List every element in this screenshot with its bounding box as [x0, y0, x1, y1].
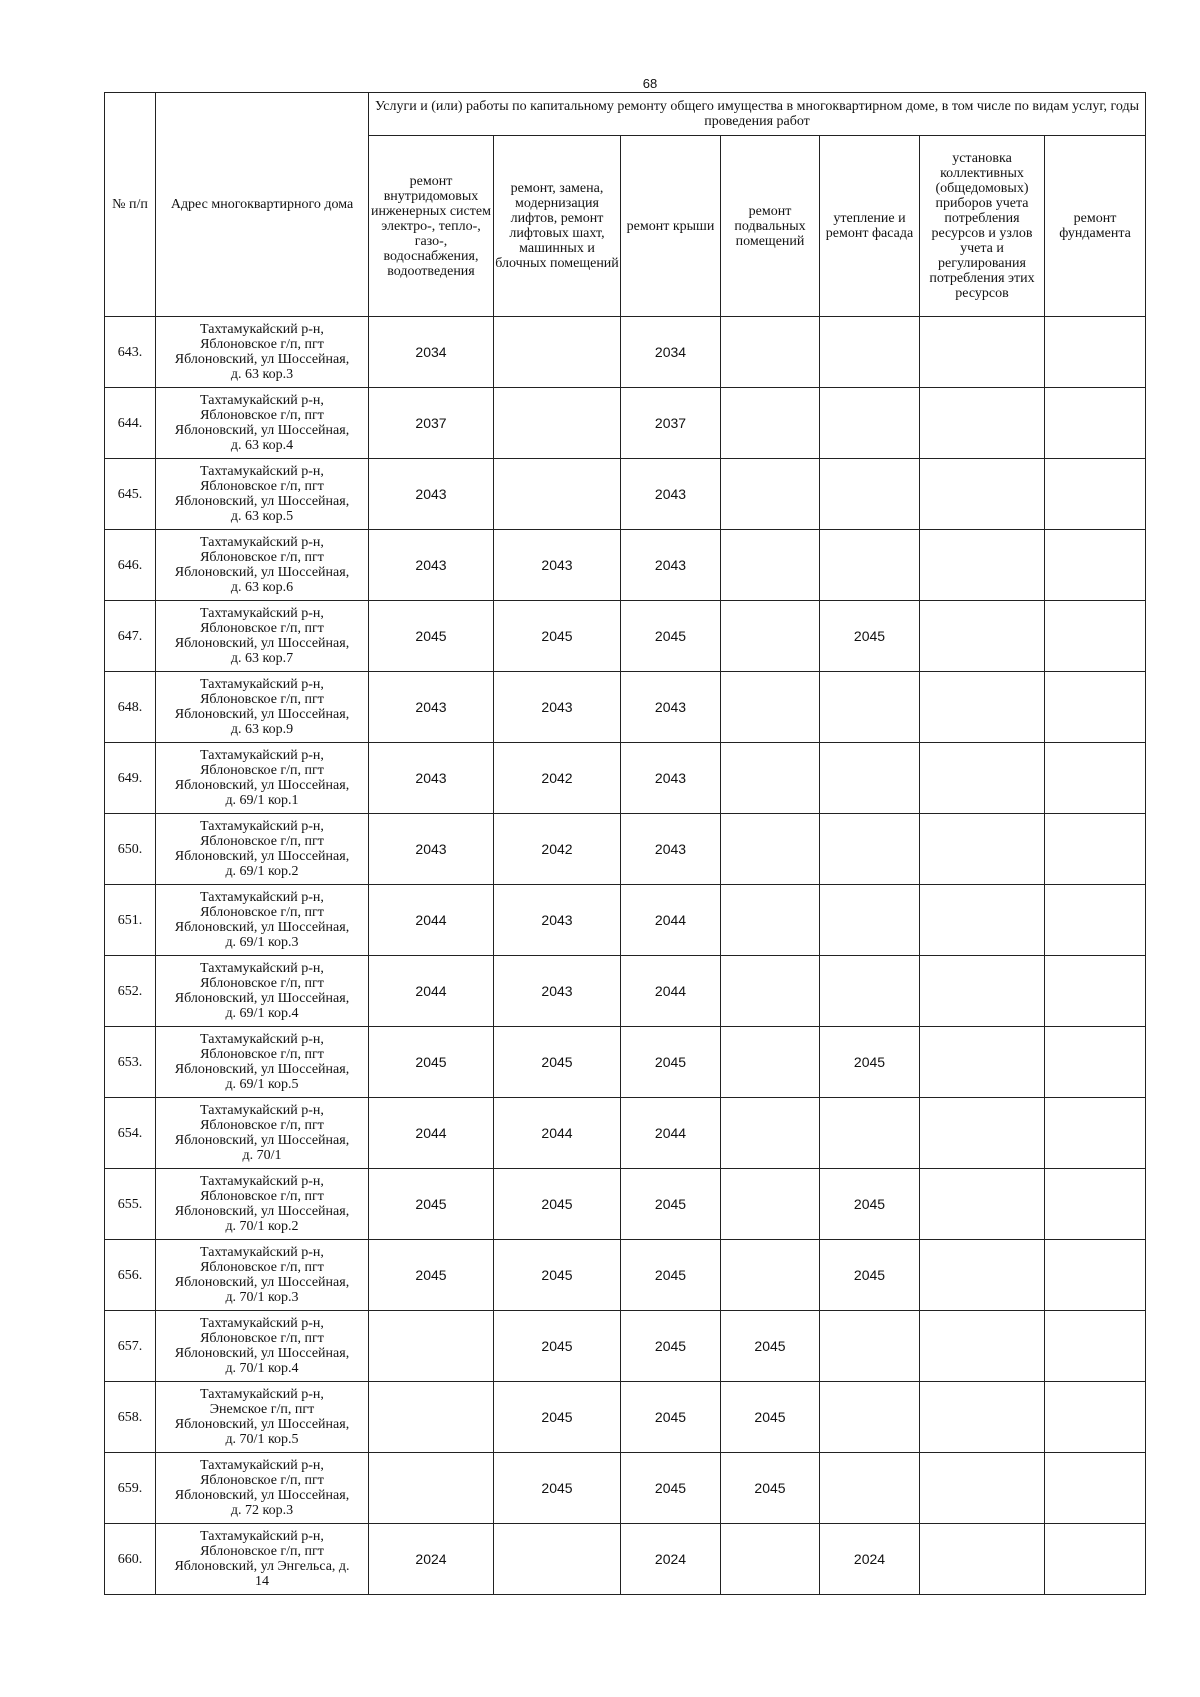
- header-roof: ремонт крыши: [621, 136, 721, 317]
- cell-elevators: 2043: [494, 885, 621, 956]
- address-line: Яблоновский, ул Шоссейная,: [174, 1417, 350, 1432]
- cell-basement: [721, 1524, 820, 1595]
- address-line: Тахтамукайский р-н,: [200, 819, 324, 834]
- address-line: Тахтамукайский р-н,: [200, 464, 324, 479]
- cell-foundation: [1045, 388, 1146, 459]
- address-line: Тахтамукайский р-н,: [200, 322, 324, 337]
- address-line: Яблоновский, ул Шоссейная,: [174, 1133, 350, 1148]
- cell-roof: 2037: [621, 388, 721, 459]
- cell-foundation: [1045, 1240, 1146, 1311]
- cell-elevators: [494, 1524, 621, 1595]
- address-line: Тахтамукайский р-н,: [200, 1032, 324, 1047]
- row-address: [156, 1453, 369, 1524]
- cell-foundation: [1045, 1382, 1146, 1453]
- address-line: Яблоновское г/п, пгт: [200, 1047, 324, 1062]
- cell-basement: [721, 885, 820, 956]
- cell-elevators: 2045: [494, 1453, 621, 1524]
- cell-roof: 2043: [621, 459, 721, 530]
- cell-roof: 2045: [621, 1382, 721, 1453]
- table-row: [105, 672, 1146, 743]
- cell-basement: [721, 956, 820, 1027]
- cell-facade: 2045: [820, 1027, 920, 1098]
- cell-facade: [820, 1382, 920, 1453]
- cell-engineering: [369, 1453, 494, 1524]
- cell-meters: [920, 1027, 1045, 1098]
- address-line: Яблоновское г/п, пгт: [200, 976, 324, 991]
- table-row: [105, 1240, 1146, 1311]
- cell-meters: [920, 1524, 1045, 1595]
- cell-basement: [721, 1169, 820, 1240]
- cell-engineering: 2044: [369, 885, 494, 956]
- cell-meters: [920, 530, 1045, 601]
- row-address: [156, 601, 369, 672]
- table-row: [105, 1453, 1146, 1524]
- cell-basement: [721, 317, 820, 388]
- address-line: Тахтамукайский р-н,: [200, 961, 324, 976]
- cell-basement: 2045: [721, 1453, 820, 1524]
- header-num: № п/п: [105, 93, 156, 317]
- cell-foundation: [1045, 885, 1146, 956]
- cell-foundation: [1045, 317, 1146, 388]
- cell-engineering: 2043: [369, 672, 494, 743]
- address-line: Яблоновский, ул Шоссейная,: [174, 494, 350, 509]
- row-address: [156, 1524, 369, 1595]
- address-line: Яблоновское г/п, пгт: [200, 1189, 324, 1204]
- address-line: Яблоновское г/п, пгт: [200, 621, 324, 636]
- address-line: д. 63 кор.4: [230, 438, 294, 453]
- address-line: Яблоновское г/п, пгт: [200, 408, 324, 423]
- table-row: [105, 814, 1146, 885]
- table-row: [105, 530, 1146, 601]
- cell-roof: 2045: [621, 1240, 721, 1311]
- cell-elevators: [494, 388, 621, 459]
- row-address: [156, 317, 369, 388]
- row-number: 646.: [105, 530, 156, 601]
- address-line: Яблоновское г/п, пгт: [200, 692, 324, 707]
- header-services: Услуги и (или) работы по капитальному ремонту общего имущества в многоквартирном доме, в том числе по видам услуг, годы проведения работ: [369, 93, 1146, 136]
- cell-elevators: 2044: [494, 1098, 621, 1169]
- cell-elevators: 2045: [494, 1027, 621, 1098]
- cell-meters: [920, 885, 1045, 956]
- address-line: Яблоновский, ул Энгельса, д.: [174, 1559, 350, 1574]
- cell-engineering: 2045: [369, 1169, 494, 1240]
- cell-roof: 2045: [621, 1453, 721, 1524]
- row-address: [156, 1098, 369, 1169]
- row-address: [156, 459, 369, 530]
- address-line: Тахтамукайский р-н,: [200, 1174, 324, 1189]
- row-address: [156, 672, 369, 743]
- address-line: Яблоновское г/п, пгт: [200, 337, 324, 352]
- cell-engineering: 2024: [369, 1524, 494, 1595]
- cell-roof: 2034: [621, 317, 721, 388]
- row-number: 654.: [105, 1098, 156, 1169]
- cell-facade: [820, 1098, 920, 1169]
- table-row: [105, 743, 1146, 814]
- table-row: [105, 1027, 1146, 1098]
- cell-basement: 2045: [721, 1311, 820, 1382]
- cell-foundation: [1045, 601, 1146, 672]
- row-number: 659.: [105, 1453, 156, 1524]
- cell-meters: [920, 317, 1045, 388]
- table-row: [105, 956, 1146, 1027]
- table-row: [105, 388, 1146, 459]
- address-line: Яблоновский, ул Шоссейная,: [174, 991, 350, 1006]
- cell-foundation: [1045, 459, 1146, 530]
- address-line: д. 70/1 кор.5: [225, 1432, 299, 1447]
- cell-meters: [920, 814, 1045, 885]
- address-line: Тахтамукайский р-н,: [200, 393, 324, 408]
- capital-repair-table: [104, 92, 1146, 1595]
- cell-foundation: [1045, 743, 1146, 814]
- cell-meters: [920, 956, 1045, 1027]
- cell-roof: 2044: [621, 956, 721, 1027]
- row-number: 648.: [105, 672, 156, 743]
- cell-foundation: [1045, 956, 1146, 1027]
- table-row: [105, 1382, 1146, 1453]
- cell-meters: [920, 601, 1045, 672]
- row-number: 643.: [105, 317, 156, 388]
- cell-meters: [920, 1169, 1045, 1240]
- cell-elevators: [494, 317, 621, 388]
- cell-elevators: 2045: [494, 1311, 621, 1382]
- row-address: [156, 956, 369, 1027]
- address-line: Тахтамукайский р-н,: [200, 1316, 324, 1331]
- cell-meters: [920, 672, 1045, 743]
- address-line: Тахтамукайский р-н,: [200, 1458, 324, 1473]
- address-line: Яблоновский, ул Шоссейная,: [174, 778, 350, 793]
- cell-basement: [721, 388, 820, 459]
- cell-engineering: 2043: [369, 814, 494, 885]
- row-address: [156, 814, 369, 885]
- address-line: д. 63 кор.3: [230, 367, 294, 382]
- cell-basement: [721, 1027, 820, 1098]
- address-line: Тахтамукайский р-н,: [200, 677, 324, 692]
- address-line: д. 70/1 кор.4: [225, 1361, 299, 1376]
- row-address: [156, 1027, 369, 1098]
- row-number: 660.: [105, 1524, 156, 1595]
- cell-foundation: [1045, 1027, 1146, 1098]
- address-line: Яблоновское г/п, пгт: [200, 834, 324, 849]
- cell-roof: 2044: [621, 885, 721, 956]
- cell-engineering: 2045: [369, 1027, 494, 1098]
- row-address: [156, 885, 369, 956]
- cell-foundation: [1045, 814, 1146, 885]
- address-line: Тахтамукайский р-н,: [200, 1529, 324, 1544]
- cell-elevators: 2045: [494, 1382, 621, 1453]
- cell-basement: [721, 672, 820, 743]
- address-line: Тахтамукайский р-н,: [200, 1245, 324, 1260]
- cell-roof: 2043: [621, 743, 721, 814]
- table-row: [105, 459, 1146, 530]
- table-row: [105, 1169, 1146, 1240]
- address-line: д. 70/1 кор.3: [225, 1290, 299, 1305]
- cell-engineering: [369, 1311, 494, 1382]
- cell-facade: [820, 459, 920, 530]
- row-number: 644.: [105, 388, 156, 459]
- header-engineering: ремонт внутридомовых инженерных систем электро-, тепло-, газо-, водоснабжения, водоотведения: [369, 136, 494, 317]
- cell-basement: [721, 814, 820, 885]
- cell-meters: [920, 1453, 1045, 1524]
- page-number: 68: [642, 76, 658, 91]
- address-line: Яблоновский, ул Шоссейная,: [174, 1204, 350, 1219]
- cell-elevators: [494, 459, 621, 530]
- cell-foundation: [1045, 1311, 1146, 1382]
- address-line: Тахтамукайский р-н,: [200, 748, 324, 763]
- address-line: Яблоновское г/п, пгт: [200, 1331, 324, 1346]
- cell-elevators: 2045: [494, 601, 621, 672]
- table-row: [105, 317, 1146, 388]
- address-line: Тахтамукайский р-н,: [200, 890, 324, 905]
- address-line: Яблоновский, ул Шоссейная,: [174, 1346, 350, 1361]
- cell-elevators: 2043: [494, 956, 621, 1027]
- cell-meters: [920, 388, 1045, 459]
- header-meters: установка коллективных (общедомовых) приборов учета потребления ресурсов и узлов учета и регулирования потребления этих ресурсов: [920, 136, 1045, 317]
- address-line: д. 69/1 кор.1: [225, 793, 299, 808]
- cell-basement: [721, 1098, 820, 1169]
- header-basement: ремонт подвальных помещений: [721, 136, 820, 317]
- cell-meters: [920, 1240, 1045, 1311]
- row-number: 650.: [105, 814, 156, 885]
- cell-facade: [820, 388, 920, 459]
- address-line: Яблоновский, ул Шоссейная,: [174, 565, 350, 580]
- cell-facade: [820, 814, 920, 885]
- address-line: д. 70/1: [242, 1148, 282, 1163]
- cell-roof: 2045: [621, 601, 721, 672]
- cell-roof: 2044: [621, 1098, 721, 1169]
- address-line: д. 63 кор.7: [230, 651, 294, 666]
- cell-facade: [820, 317, 920, 388]
- address-line: Яблоновское г/п, пгт: [200, 1118, 324, 1133]
- cell-basement: 2045: [721, 1382, 820, 1453]
- cell-facade: 2045: [820, 601, 920, 672]
- cell-meters: [920, 459, 1045, 530]
- cell-engineering: 2044: [369, 1098, 494, 1169]
- cell-basement: [721, 459, 820, 530]
- cell-facade: [820, 672, 920, 743]
- address-line: Тахтамукайский р-н,: [200, 535, 324, 550]
- header-foundation: ремонт фундамента: [1045, 136, 1146, 317]
- row-number: 647.: [105, 601, 156, 672]
- address-line: д. 63 кор.6: [230, 580, 294, 595]
- address-line: Яблоновское г/п, пгт: [200, 763, 324, 778]
- cell-meters: [920, 1311, 1045, 1382]
- row-number: 657.: [105, 1311, 156, 1382]
- table-row: [105, 1524, 1146, 1595]
- table-row: [105, 601, 1146, 672]
- row-address: [156, 1240, 369, 1311]
- cell-engineering: 2043: [369, 459, 494, 530]
- row-address: [156, 1311, 369, 1382]
- cell-basement: [721, 530, 820, 601]
- cell-roof: 2024: [621, 1524, 721, 1595]
- row-number: 656.: [105, 1240, 156, 1311]
- address-line: Тахтамукайский р-н,: [200, 606, 324, 621]
- cell-roof: 2043: [621, 814, 721, 885]
- address-line: Яблоновское г/п, пгт: [200, 905, 324, 920]
- address-line: Яблоновский, ул Шоссейная,: [174, 1062, 350, 1077]
- row-address: [156, 530, 369, 601]
- row-address: [156, 1169, 369, 1240]
- address-line: д. 72 кор.3: [230, 1503, 294, 1518]
- address-line: Яблоновский, ул Шоссейная,: [174, 423, 350, 438]
- address-line: Яблоновский, ул Шоссейная,: [174, 849, 350, 864]
- cell-facade: [820, 956, 920, 1027]
- cell-roof: 2045: [621, 1169, 721, 1240]
- table-row: [105, 885, 1146, 956]
- address-line: Яблоновский, ул Шоссейная,: [174, 707, 350, 722]
- cell-facade: 2045: [820, 1240, 920, 1311]
- cell-elevators: 2045: [494, 1240, 621, 1311]
- table-body: [105, 317, 1146, 1595]
- cell-roof: 2043: [621, 672, 721, 743]
- address-line: 14: [255, 1574, 269, 1589]
- address-line: Яблоновское г/п, пгт: [200, 479, 324, 494]
- address-line: д. 63 кор.9: [230, 722, 294, 737]
- row-number: 651.: [105, 885, 156, 956]
- address-line: Яблоновский, ул Шоссейная,: [174, 352, 350, 367]
- address-line: Яблоновское г/п, пгт: [200, 1473, 324, 1488]
- cell-foundation: [1045, 1169, 1146, 1240]
- address-line: д. 70/1 кор.2: [225, 1219, 299, 1234]
- address-line: Яблоновское г/п, пгт: [200, 1260, 324, 1275]
- row-number: 652.: [105, 956, 156, 1027]
- cell-engineering: 2043: [369, 743, 494, 814]
- address-line: д. 63 кор.5: [230, 509, 294, 524]
- cell-facade: [820, 1311, 920, 1382]
- row-address: [156, 388, 369, 459]
- address-line: Энемское г/п, пгт: [209, 1402, 315, 1417]
- address-line: Тахтамукайский р-н,: [200, 1103, 324, 1118]
- cell-basement: [721, 743, 820, 814]
- cell-facade: 2045: [820, 1169, 920, 1240]
- cell-engineering: [369, 1382, 494, 1453]
- row-number: 658.: [105, 1382, 156, 1453]
- address-line: д. 69/1 кор.2: [225, 864, 299, 879]
- cell-roof: 2043: [621, 530, 721, 601]
- cell-roof: 2045: [621, 1027, 721, 1098]
- address-line: Яблоновское г/п, пгт: [200, 1544, 324, 1559]
- cell-engineering: 2034: [369, 317, 494, 388]
- address-line: Яблоновский, ул Шоссейная,: [174, 1275, 350, 1290]
- cell-facade: [820, 530, 920, 601]
- address-line: д. 69/1 кор.5: [225, 1077, 299, 1092]
- address-line: Яблоновский, ул Шоссейная,: [174, 636, 350, 651]
- row-number: 645.: [105, 459, 156, 530]
- cell-engineering: 2043: [369, 530, 494, 601]
- cell-foundation: [1045, 1453, 1146, 1524]
- cell-facade: [820, 885, 920, 956]
- cell-elevators: 2043: [494, 672, 621, 743]
- cell-foundation: [1045, 1098, 1146, 1169]
- cell-facade: [820, 743, 920, 814]
- table-row: [105, 1098, 1146, 1169]
- cell-engineering: 2045: [369, 601, 494, 672]
- cell-foundation: [1045, 672, 1146, 743]
- cell-foundation: [1045, 1524, 1146, 1595]
- cell-engineering: 2037: [369, 388, 494, 459]
- address-line: Яблоновский, ул Шоссейная,: [174, 1488, 350, 1503]
- address-line: Яблоновское г/п, пгт: [200, 550, 324, 565]
- table-row: [105, 1311, 1146, 1382]
- header-address: Адрес многоквартирного дома: [156, 93, 369, 317]
- address-line: д. 69/1 кор.4: [225, 1006, 299, 1021]
- cell-elevators: 2042: [494, 814, 621, 885]
- header-elevators: ремонт, замена, модернизация лифтов, ремонт лифтовых шахт, машинных и блочных помещений: [494, 136, 621, 317]
- row-number: 649.: [105, 743, 156, 814]
- header-facade: утепление и ремонт фасада: [820, 136, 920, 317]
- cell-engineering: 2044: [369, 956, 494, 1027]
- row-address: [156, 1382, 369, 1453]
- row-number: 653.: [105, 1027, 156, 1098]
- cell-roof: 2045: [621, 1311, 721, 1382]
- address-line: д. 69/1 кор.3: [225, 935, 299, 950]
- row-number: 655.: [105, 1169, 156, 1240]
- cell-foundation: [1045, 530, 1146, 601]
- cell-meters: [920, 1382, 1045, 1453]
- row-address: [156, 743, 369, 814]
- cell-engineering: 2045: [369, 1240, 494, 1311]
- cell-facade: 2024: [820, 1524, 920, 1595]
- cell-basement: [721, 1240, 820, 1311]
- cell-elevators: 2045: [494, 1169, 621, 1240]
- cell-elevators: 2043: [494, 530, 621, 601]
- address-line: Яблоновский, ул Шоссейная,: [174, 920, 350, 935]
- cell-elevators: 2042: [494, 743, 621, 814]
- cell-facade: [820, 1453, 920, 1524]
- address-line: Тахтамукайский р-н,: [200, 1387, 324, 1402]
- cell-meters: [920, 1098, 1045, 1169]
- cell-meters: [920, 743, 1045, 814]
- cell-basement: [721, 601, 820, 672]
